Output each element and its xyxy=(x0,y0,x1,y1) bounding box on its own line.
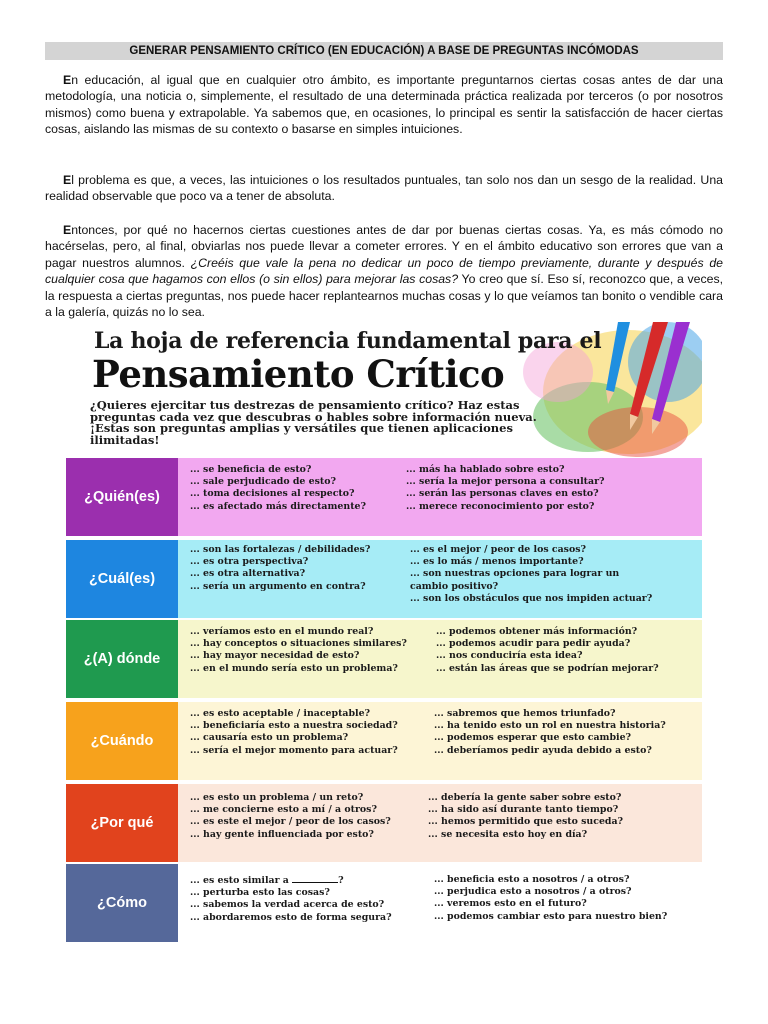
paragraph-3 xyxy=(45,222,723,320)
question-item: ... más ha hablado sobre esto? xyxy=(406,464,565,475)
question-column-left xyxy=(190,626,407,675)
question-item: ... hay mayor necesidad de esto? xyxy=(190,650,360,662)
question-item: ... beneficiaría esto a nuestra sociedad? xyxy=(190,720,398,732)
question-item: ... abordaremos esto de forma segura? xyxy=(190,911,392,923)
question-item: ... es otra alternativa? xyxy=(190,568,306,580)
question-item: ... perturba esto las cosas? xyxy=(190,887,330,899)
question-item: ... perjudica esto a nosotros / a otros? xyxy=(434,886,632,898)
document-title: GENERAR PENSAMIENTO CRÍTICO (EN EDUCACIÓN) A BASE DE PREGUNTAS INCÓMODAS xyxy=(45,42,723,60)
question-item: ... nos conduciría esta idea? xyxy=(436,650,583,662)
question-list xyxy=(178,784,702,862)
question-word-label: ¿Cómo xyxy=(66,864,178,942)
sheet-title: Pensamiento Crítico xyxy=(92,352,505,396)
question-item: ... serán las personas claves en esto? xyxy=(406,488,599,500)
question-item: ... hemos permitido que esto suceda? xyxy=(428,816,624,828)
question-column-left xyxy=(190,708,398,757)
question-column-left xyxy=(190,792,391,841)
question-word-label: ¿(A) dónde xyxy=(66,620,178,698)
question-item: ... merece reconocimiento por esto? xyxy=(406,500,595,512)
question-column-right xyxy=(428,792,623,841)
question-list xyxy=(178,540,702,618)
question-item: ... ha tenido esto un rol en nuestra historia? xyxy=(434,720,666,732)
question-column-left xyxy=(190,874,392,924)
question-item: ... sabremos que hemos triunfado? xyxy=(434,708,616,719)
question-item: ... sería la mejor persona a consultar? xyxy=(406,476,605,488)
question-column-left xyxy=(190,544,370,593)
question-item: ... es lo más / menos importante? xyxy=(410,556,584,568)
question-column-right xyxy=(406,464,605,513)
question-column-right xyxy=(434,708,666,757)
question-item: ... son los obstáculos que nos impiden actuar? xyxy=(410,592,653,604)
question-item: ... toma decisiones al respecto? xyxy=(190,488,355,500)
question-row xyxy=(66,620,702,698)
question-column-right xyxy=(434,874,667,923)
question-item: ... sale perjudicado de esto? xyxy=(190,476,336,488)
question-list xyxy=(178,864,702,942)
question-item: ... es esto un problema / un reto? xyxy=(190,792,364,803)
paragraph-text: n educación, al igual que en cualquier otro ámbito, es importante preguntarnos ciertas cosas antes de dar una metodología, una noticia o, simplemente, el resultado de una determinada práctica realizada por terceros (o por nosotros mismos) como buena y extrapolable. Ya sabemos que, en ocasiones, lo principal es sentir la satisfacción de hacer ciertas cosas, aislando las mismas de su contexto o basarse en simples intuiciones. xyxy=(45,73,723,137)
drop-letter: E xyxy=(63,223,72,237)
question-item: ... ha sido así durante tanto tiempo? xyxy=(428,804,619,816)
question-item: ... me concierne esto a mí / a otros? xyxy=(190,804,377,816)
question-row xyxy=(66,458,702,536)
paragraph-text: l problema es que, a veces, las intuiciones o los resultados puntuales, tan solo nos dan un sesgo de la realidad. Una realidad observable que poco va a tener de absoluta. xyxy=(45,173,723,204)
question-item: ... en el mundo sería esto un problema? xyxy=(190,662,398,674)
question-item: ... son nuestras opciones para lograr un cambio positivo? xyxy=(410,568,620,592)
question-item: ... es esto similar a ? xyxy=(190,875,344,886)
question-item: ... podemos cambiar esto para nuestro bien? xyxy=(434,910,668,922)
critical-thinking-sheet xyxy=(66,322,702,944)
question-item: ... están las áreas que se podrían mejorar? xyxy=(436,662,659,674)
question-item: ... sería un argumento en contra? xyxy=(190,580,366,592)
question-row xyxy=(66,540,702,618)
question-list xyxy=(178,458,702,536)
paragraph-2 xyxy=(45,172,723,205)
question-item: ... se beneficia de esto? xyxy=(190,464,312,475)
sheet-title-line1: La hoja de referencia fundamental para el xyxy=(94,328,602,354)
question-item: ... es otra perspectiva? xyxy=(190,556,309,568)
question-item: ... deberíamos pedir ayuda debido a esto? xyxy=(434,744,652,756)
question-row xyxy=(66,784,702,862)
paragraph-italic-question: ¿Creéis que vale la pena no dedicar un poco de tiempo previamente, durante y después de cualquier cosa que hagamos con ellos (o sin ellos) para mejorar las cosas? xyxy=(45,255,723,287)
question-item: ... debería la gente saber sobre esto? xyxy=(428,792,622,803)
question-column-right xyxy=(436,626,659,675)
drop-letter: E xyxy=(63,173,72,187)
fill-in-blank xyxy=(292,874,338,883)
question-column-right xyxy=(410,544,652,605)
question-list xyxy=(178,620,702,698)
question-item: ... podemos acudir para pedir ayuda? xyxy=(436,638,631,650)
question-item: ... es el mejor / peor de los casos? xyxy=(410,544,586,555)
paragraph-1 xyxy=(45,72,723,138)
question-item: ... podemos esperar que esto cambie? xyxy=(434,732,632,744)
question-item: ... son las fortalezas / debilidades? xyxy=(190,544,371,555)
question-word-label: ¿Quién(es) xyxy=(66,458,178,536)
question-row xyxy=(66,864,702,942)
paragraph-text: ntonces, por qué no hacernos ciertas cuestiones antes de dar por buenas ciertas cosas. Ya, es más cómodo no hacérselas, pero, al final, obviarlas nos puede llevar a cometer errores. Y en el ámbito educativo son errores que van a pagar nuestros alumnos. xyxy=(45,223,723,270)
paragraph-text: Yo creo que sí. Eso sí, reconozco que, a veces, la respuesta a ciertas preguntas, nos puede hacer replantearnos muchas cosas y lo que veíamos tan bonito o vendible cara a la galería, quizás no lo sea. xyxy=(45,272,724,320)
question-item: ... beneficia esto a nosotros / a otros? xyxy=(434,874,630,885)
question-word-label: ¿Cuál(es) xyxy=(66,540,178,618)
question-item: ... sabemos la verdad acerca de esto? xyxy=(190,899,385,911)
question-item: ... podemos obtener más información? xyxy=(436,626,638,637)
question-row xyxy=(66,702,702,780)
question-item: ... se necesita esto hoy en día? xyxy=(428,828,588,840)
question-item: ... hay gente influenciada por esto? xyxy=(190,828,374,840)
question-column-left xyxy=(190,464,366,513)
sheet-intro: ¿Quieres ejercitar tus destrezas de pensamiento crítico? Haz estas preguntas cada vez que descubras o hables sobre información nueva. ¡Estas son preguntas amplias y versátiles que tienen aplicaciones ilimitadas! xyxy=(90,398,537,447)
question-item: ... veríamos esto en el mundo real? xyxy=(190,626,374,637)
drop-letter: E xyxy=(63,73,72,87)
question-item: ... es esto aceptable / inaceptable? xyxy=(190,708,371,719)
question-item: ... es este el mejor / peor de los casos? xyxy=(190,816,391,828)
question-item: ... hay conceptos o situaciones similares? xyxy=(190,638,407,650)
question-item: ... veremos esto en el futuro? xyxy=(434,898,587,910)
question-item: ... es afectado más directamente? xyxy=(190,500,366,512)
question-item: ... sería el mejor momento para actuar? xyxy=(190,744,398,756)
question-word-label: ¿Cuándo xyxy=(66,702,178,780)
question-item: ... causaría esto un problema? xyxy=(190,732,349,744)
question-word-label: ¿Por qué xyxy=(66,784,178,862)
question-list xyxy=(178,702,702,780)
